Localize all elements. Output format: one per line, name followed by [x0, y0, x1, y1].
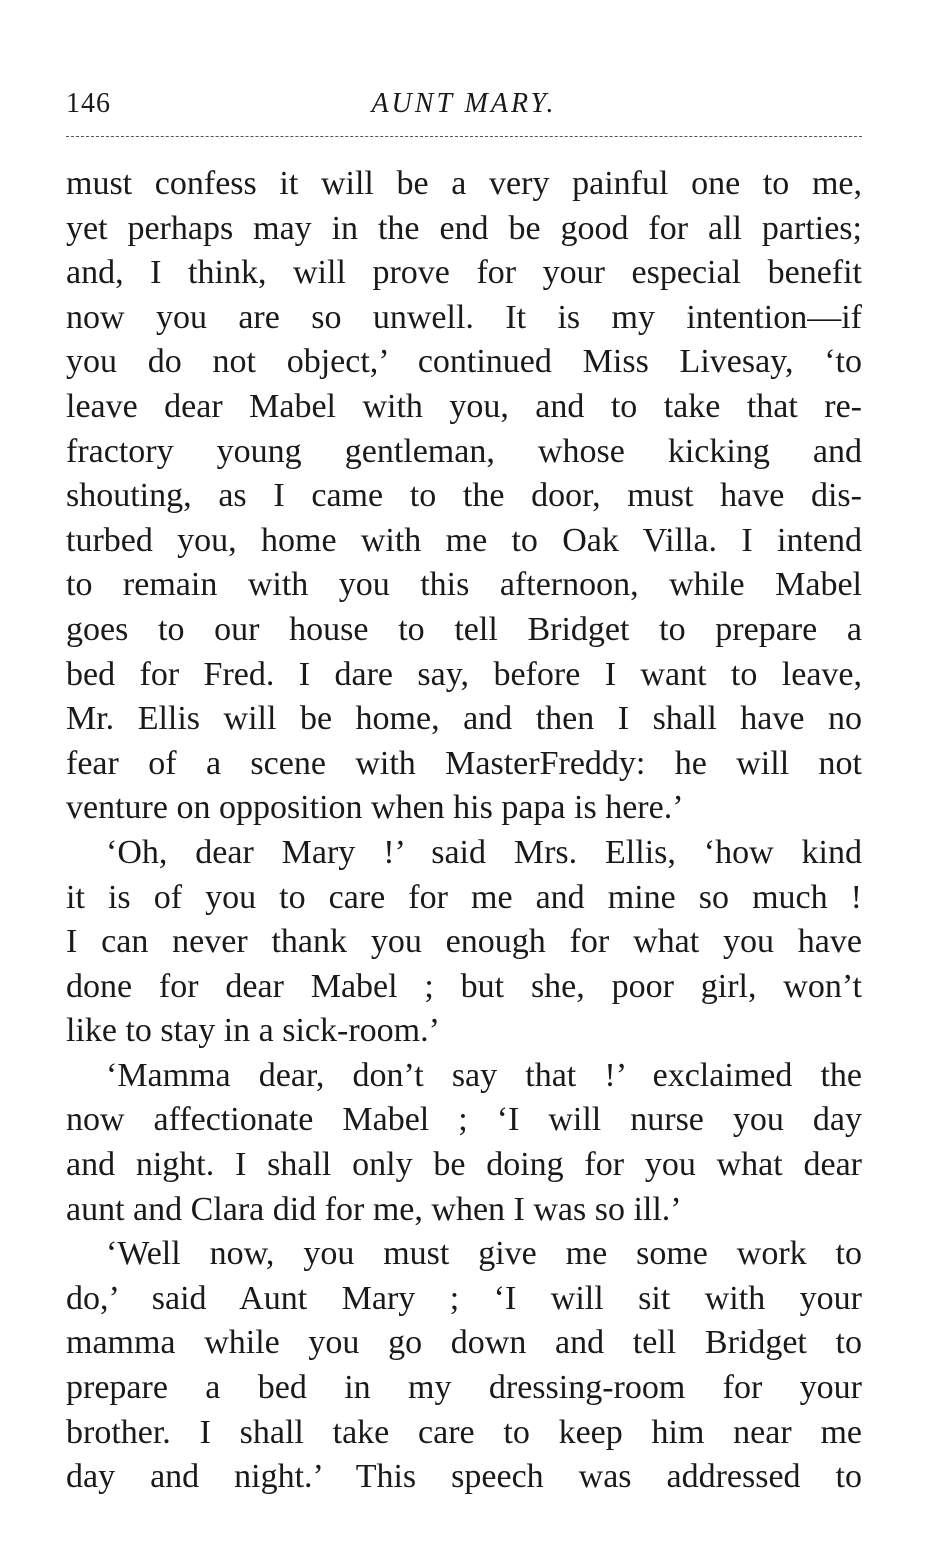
text-line: and, I think, will prove for your especial benefit: [66, 254, 862, 292]
body-text: [66, 162, 862, 1500]
running-head: [66, 88, 862, 128]
text-line: leave dear Mabel with you, and to take that re-: [66, 387, 862, 425]
text-line: to remain with you this afternoon, while Mabel: [66, 566, 862, 604]
text-line: it is of you to care for me and mine so much !: [66, 878, 862, 916]
text-line: venture on opposition when his papa is here.’: [66, 789, 684, 827]
text-line: turbed you, home with me to Oak Villa. I intend: [66, 521, 862, 559]
text-line: bed for Fred. I dare say, before I want to leave,: [66, 655, 862, 693]
text-line: aunt and Clara did for me, when I was so ill.’: [66, 1190, 682, 1228]
text-line: fear of a scene with MasterFreddy: he will not: [66, 744, 862, 782]
text-line: and night. I shall only be doing for you what dear: [66, 1146, 862, 1184]
text-line: done for dear Mabel ; but she, poor girl, won’t: [66, 967, 862, 1005]
text-line: yet perhaps may in the end be good for all parties;: [66, 209, 862, 247]
running-title: AUNT MARY.: [371, 88, 557, 119]
text-line: shouting, as I came to the door, must have dis-: [66, 477, 862, 515]
text-line: do,’ said Aunt Mary ; ‘I will sit with your: [66, 1279, 862, 1317]
text-line: ‘Oh, dear Mary !’ said Mrs. Ellis, ‘how kind: [106, 833, 862, 871]
text-line: must confess it will be a very painful one to me,: [66, 165, 862, 202]
header-rule: [66, 136, 862, 137]
text-line: now affectionate Mabel ; ‘I will nurse you day: [66, 1101, 862, 1139]
text-line: fractory young gentleman, whose kicking and: [66, 432, 862, 470]
text-line: you do not object,’ continued Miss Livesay, ‘to: [66, 343, 862, 381]
text-line: prepare a bed in my dressing-room for your: [66, 1369, 862, 1407]
text-line: ‘Well now, you must give me some work to: [106, 1235, 862, 1273]
text-line: like to stay in a sick-room.’: [66, 1012, 440, 1050]
text-line: Mr. Ellis will be home, and then I shall have no: [66, 700, 862, 738]
page-number: 146: [66, 88, 111, 119]
text-line: I can never thank you enough for what you have: [66, 923, 862, 961]
text-line: now you are so unwell. It is my intention—if: [66, 298, 862, 336]
text-line: brother. I shall take care to keep him near me: [66, 1413, 862, 1451]
text-line: mamma while you go down and tell Bridget to: [66, 1324, 862, 1362]
text-line: day and night.’ This speech was addressed to: [66, 1458, 862, 1496]
text-line: goes to our house to tell Bridget to prepare a: [66, 610, 862, 648]
text-line: ‘Mamma dear, don’t say that !’ exclaimed the: [106, 1056, 862, 1094]
